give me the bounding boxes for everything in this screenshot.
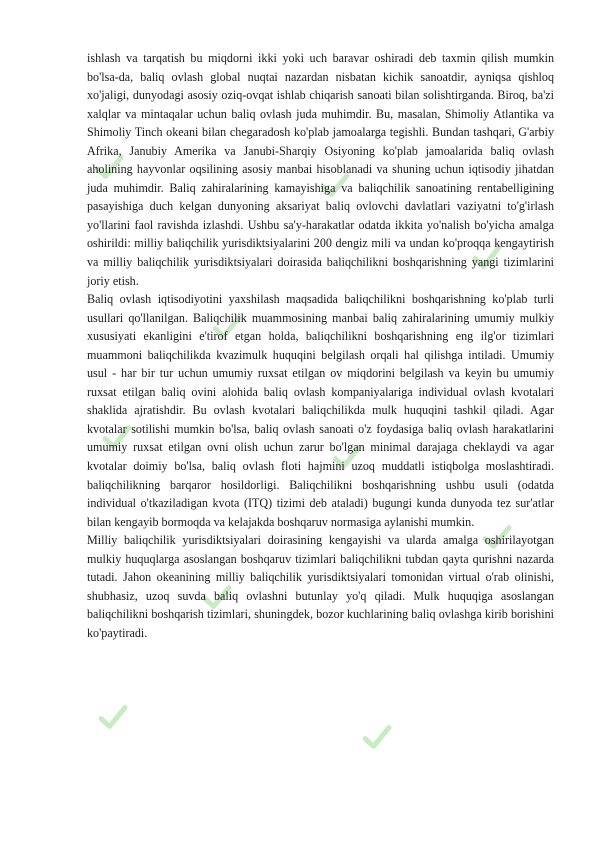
document-body	[87, 49, 554, 643]
watermark-check-icon	[360, 720, 394, 754]
watermark-check-icon	[96, 700, 130, 734]
paragraph: Milliy baliqchilik yurisdiktsiyalari doirasining kengayishi va ularda amalga oshirilayotgan mulkiy huquqlarga asoslangan boshqaruv tizimlari baliqchilikni tubdan qayta qurishni nazarda tutadi. Jahon okeanining milliy baliqchilik yurisdiktsiyalari tomonidan virtual o'rab olinishi, shubhasiz, uzoq suvda baliq ovlashni butunlay yo'q qiladi. Mulk huquqiga asoslangan baliqchilikni boshqarish tizimlari, shuningdek, bozor kuchlarining baliq ovlashga kirib borishini ko'paytiradi.	[87, 533, 554, 640]
paragraph: Baliq ovlash iqtisodiyotini yaxshilash maqsadida baliqchilikni boshqarishning ko'plab turli usullari qo'llanilgan. Baliqchilik muammosining manbai baliq zahiralarining umumiy mulkiy xususiyati ekanligini e'tirof etgan holda, baliqchilikni boshqarishning eng ilg'or tizimlari muammoni baliqchilikda kvazimulk huquqini belgilash orqali hal qilishga intiladi. Umumiy usul - har bir tur uchun umumiy ruxsat etilgan ov miqdorini belgilash va keyin bu umumiy ruxsat etilgan baliq ovini alohida baliq ovlash kompaniyalariga individual ovlash kvotalari shaklida ajratishdir. Bu ovlash kvotalari baliqchilikda mulk huquqini tashkil qiladi. Agar kvotalar sotilishi mumkin bo'lsa, baliq ovlash sanoati o'z foydasiga baliq ovlash harakatlarini umumiy ruxsat etilgan ovni olish uchun zarur bo'lgan minimal darajaga cheklaydi va agar kvotalar doimiy bo'lsa, baliq ovlash floti hajmini uzoq muddatli istiqbolga moslashtiradi. baliqchilikning barqaror hosildorligi. Baliqchilikni boshqarishning ushbu usuli (odatda individual o'tkaziladigan kvota (ITQ) tizimi deb ataladi) bugungi kunda dunyoda tez sur'atlar bilan kengayib bormoqda va kelajakda boshqaruv normasiga aylanishi mumkin.	[87, 292, 554, 529]
paragraph: ishlash va tarqatish bu miqdorni ikki yoki uch baravar oshiradi deb taxmin qilish mumkin bo'lsa-da, baliq ovlash global nuqtai nazardan nisbatan kichik sanoatdir, ayniqsa qishloq xo'jaligi, dunyodagi asosiy oziq-ovqat ishlab chiqarish sanoati bilan solishtirganda. Biroq, ba'zi xalqlar va mintaqalar uchun baliq ovlash juda muhimdir. Bu, masalan, Shimoliy Atlantika va Shimoliy Tinch okeani bilan chegaradosh ko'plab jamoalarga tegishli. Bundan tashqari, G'arbiy Afrika, Janubiy Amerika va Janubi-Sharqiy Osiyoning ko'plab jamoalarida baliq ovlash aholining hayvonlar oqsilining asosiy manbai hisoblanadi va shuning uchun iqtisodiy jihatdan juda muhimdir. Baliq zahiralarining kamayishiga va baliqchilik sanoatining rentabelligining pasayishiga duch kelgan dunyoning aksariyat baliq ovlovchi davlatlari vaziyatni to'g'irlash yo'llarini faol ravishda izlashdi. Ushbu sa'y-harakatlar odatda ikkita yo'nalish bo'yicha amalga oshirildi: milliy baliqchilik yurisdiktsiyalarini 200 dengiz mili va undan ko'proqqa kengaytirish va milliy baliqchilik yurisdiktsiyalari doirasida baliqchilikni boshqarishning yangi tizimlarini joriy etish.	[87, 51, 554, 288]
